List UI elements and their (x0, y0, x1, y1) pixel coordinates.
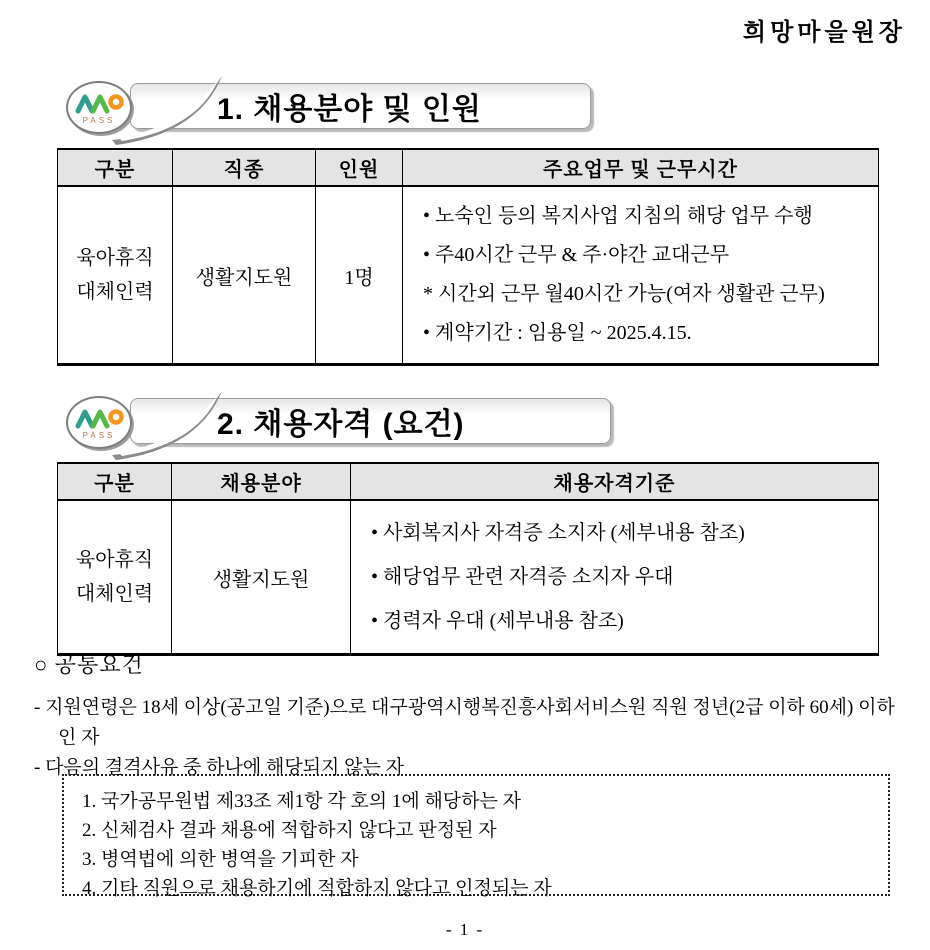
disqualification-item: 1. 국가공무원법 제33조 제1항 각 호의 1에 해당하는 자 (82, 791, 521, 812)
table-header-row (58, 463, 879, 500)
cell-field: 생활지도원 (172, 500, 351, 655)
age-requirement-line: - 지원연령은 18세 이상(공고일 기준)으로 대구광역시행복진흥사회서비스원 직원 정년(2급 이하 60세) 이하 (34, 697, 895, 718)
disqualification-item: 4. 기타 직원으로 채용하기에 적합하지 않다고 인정되는 자 (82, 878, 552, 899)
pass-logo (66, 396, 132, 449)
col-header-count: 인원 (316, 149, 403, 186)
pass-logo-text: PASS (82, 430, 116, 440)
criteria-line: • 해당업무 관련 자격증 소지자 우대 (371, 566, 674, 588)
col-header-criteria: 채용자격기준 (351, 463, 879, 500)
duty-line: • 계약기간 : 임용일 ~ 2025.4.15. (423, 322, 692, 344)
col-header-jobtype: 직종 (173, 149, 316, 186)
cell-category (58, 186, 173, 365)
col-header-duties: 주요업무 및 근무시간 (403, 149, 879, 186)
col-header-field: 채용분야 (172, 463, 351, 500)
category-line: 대체인력 (76, 281, 154, 303)
duty-line: • 주40시간 근무 & 주·야간 교대근무 (423, 244, 730, 266)
cell-jobtype: 생활지도원 (173, 186, 316, 365)
disqualification-intro-line: - 다음의 결격사유 중 하나에 해당되지 않는 자 (34, 757, 404, 778)
table-row (58, 500, 879, 655)
duty-line: • 노숙인 등의 복지사업 지침의 해당 업무 수행 (423, 205, 813, 227)
criteria-line: • 사회복지사 자격증 소지자 (세부내용 참조) (371, 522, 745, 544)
criteria-line: • 경력자 우대 (세부내용 참조) (371, 610, 624, 632)
common-requirements (34, 648, 914, 783)
pass-logo (66, 81, 132, 134)
disqualification-item: 3. 병역법에 의한 병역을 기피한 자 (82, 849, 359, 870)
duty-line: * 시간외 근무 월40시간 가능(여자 생활관 근무) (423, 283, 825, 305)
cell-duties (403, 186, 879, 365)
category-line: 대체인력 (75, 583, 154, 605)
cell-count: 1명 (316, 186, 403, 365)
age-requirement-continuation: 인 자 (58, 727, 100, 748)
pass-logo-text: PASS (82, 115, 116, 125)
table-header-row (58, 149, 879, 186)
category-line: 육아휴직 (76, 247, 154, 269)
col-header-category: 구분 (58, 149, 173, 186)
qualification-table (57, 462, 879, 656)
table-row (58, 186, 879, 365)
disqualification-box (62, 774, 890, 899)
col-header-category: 구분 (58, 463, 172, 500)
disqualification-item: 2. 신체검사 결과 채용에 적합하지 않다고 판정된 자 (82, 820, 497, 841)
section-1-title: 1. 채용분야 및 인원 (217, 93, 482, 126)
pass-logo-glyphs-icon (74, 91, 124, 115)
cell-category (58, 500, 172, 655)
page-number: - 1 - (445, 920, 485, 939)
pass-logo-glyphs-icon (74, 406, 124, 430)
common-requirements-heading: ○ 공통요건 (34, 652, 144, 677)
signer-title: 희망마을원장 (742, 20, 906, 46)
category-line: 육아휴직 (75, 549, 154, 571)
recruitment-field-table (57, 148, 879, 366)
section-2-title: 2. 채용자격 (요건) (217, 408, 465, 441)
cell-criteria (351, 500, 879, 655)
